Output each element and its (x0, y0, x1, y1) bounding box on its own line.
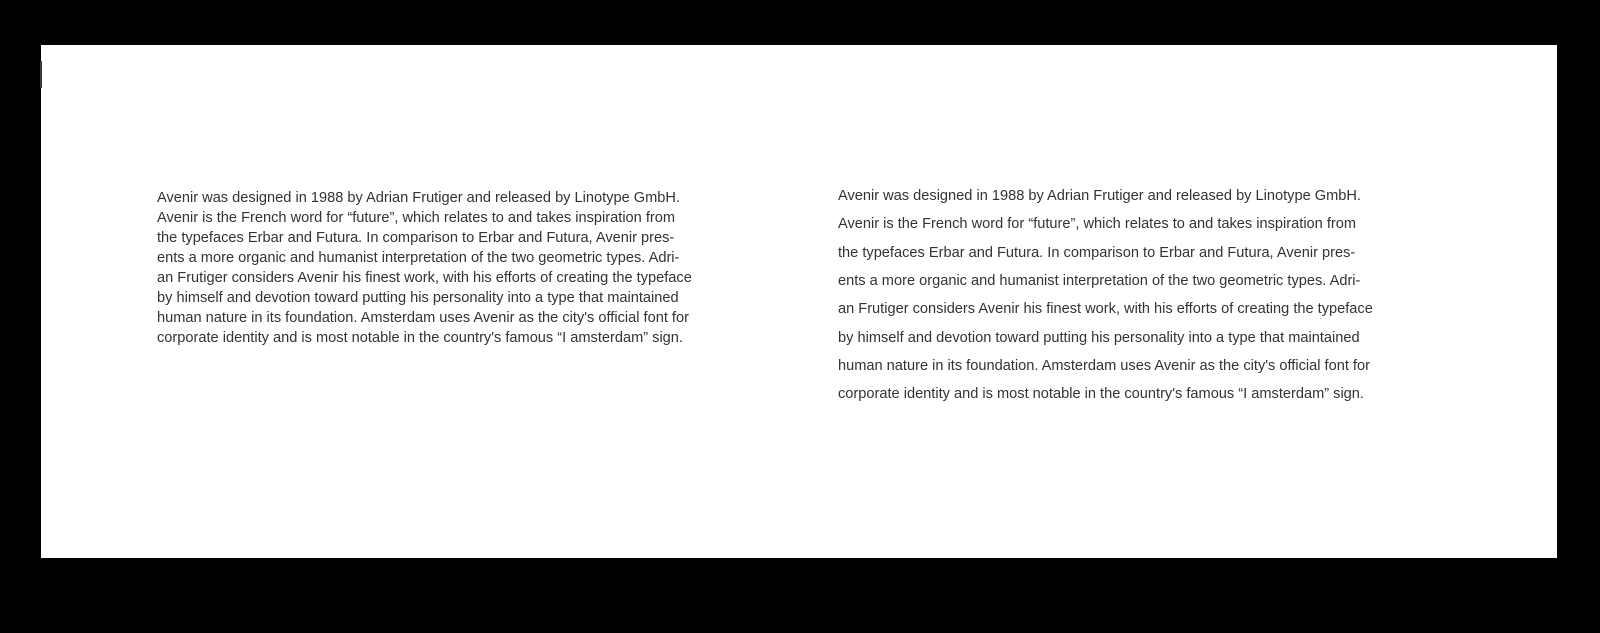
text-line: corporate identity and is most notable in the country's famous “I amsterdam” sign. (838, 386, 1364, 403)
text-line: the typefaces Erbar and Futura. In comparison to Erbar and Futura, Avenir pres- (157, 230, 675, 246)
text-line: Avenir was designed in 1988 by Adrian Frutiger and released by Linotype GmbH. (838, 188, 1361, 204)
text-line: Avenir is the French word for “future”, which relates to and takes inspiration from (157, 210, 676, 226)
text-line: Avenir is the French word for “future”, which relates to and takes inspiration from (838, 216, 1357, 233)
text-line: an Frutiger considers Avenir his finest work, with his efforts of creating the typeface (838, 301, 1373, 318)
text-line: ents a more organic and humanist interpretation of the two geometric types. Adri- (157, 250, 680, 266)
text-line: an Frutiger considers Avenir his finest work, with his efforts of creating the typeface (157, 270, 692, 286)
text-line: by himself and devotion toward putting his personality into a type that maintained (838, 329, 1360, 346)
text-line: Avenir was designed in 1988 by Adrian Frutiger and released by Linotype GmbH. (157, 190, 680, 206)
text-line: human nature in its foundation. Amsterdam uses Avenir as the city's official font for (838, 358, 1370, 375)
text-line: by himself and devotion toward putting his personality into a type that maintained (157, 290, 679, 306)
card-edge-mark (40, 61, 42, 88)
text-line: corporate identity and is most notable in the country's famous “I amsterdam” sign. (157, 330, 683, 346)
text-line: ents a more organic and humanist interpretation of the two geometric types. Adri- (838, 273, 1361, 290)
text-line: human nature in its foundation. Amsterdam uses Avenir as the city's official font for (157, 310, 689, 326)
specimen-column-tight-leading (157, 188, 756, 348)
text-line: the typefaces Erbar and Futura. In comparison to Erbar and Futura, Avenir pres- (838, 244, 1356, 261)
specimen-column-loose-leading (838, 182, 1438, 409)
specimen-card (41, 45, 1557, 558)
